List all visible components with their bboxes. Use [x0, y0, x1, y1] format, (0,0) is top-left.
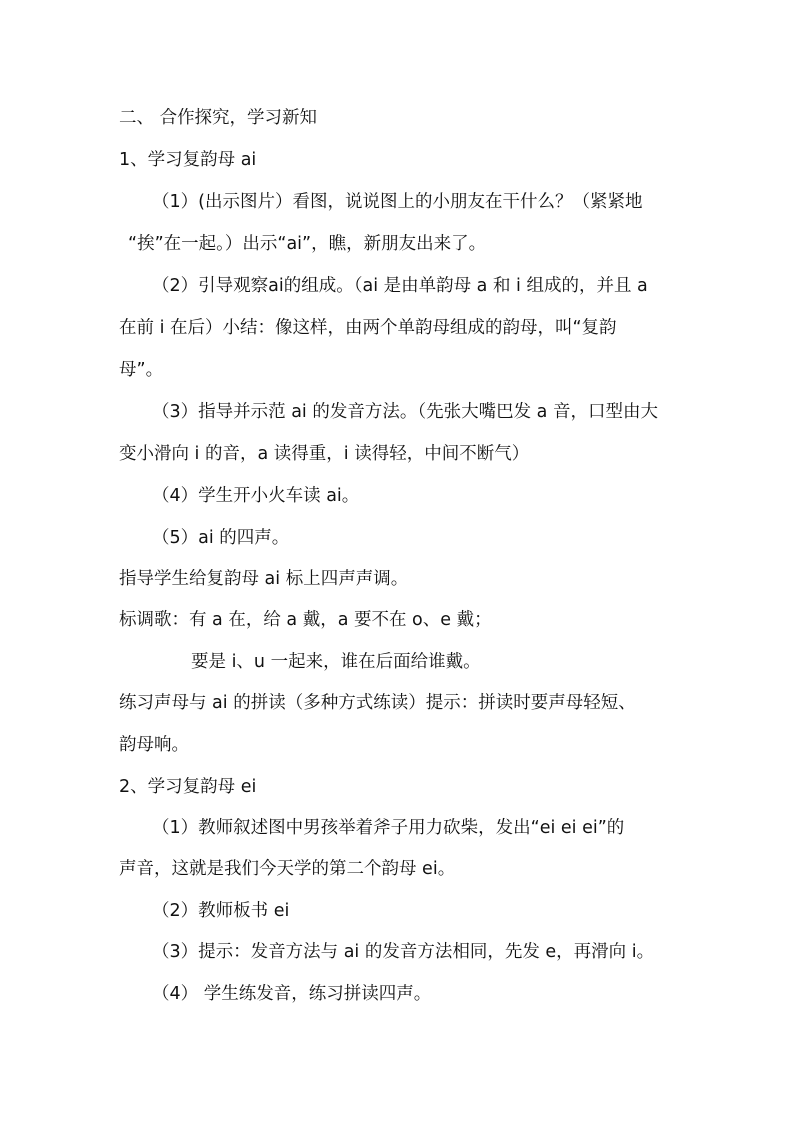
paragraph-line: （4） 学生练发音，练习拼读四声。	[152, 984, 432, 1004]
paragraph-line: （1）教师叙述图中男孩举着斧子用力砍柴，发出“ei ei ei”的	[152, 818, 625, 838]
paragraph-line: （3）提示：发音方法与 ai 的发音方法相同，先发 e，再滑向 i。	[152, 942, 655, 962]
paragraph-line: 练习声母与 ai 的拼读（多种方式练读）提示：拼读时要声母轻短、	[119, 693, 636, 713]
paragraph-line: 变小滑向 i 的音，a 读得重，i 读得轻，中间不断气）	[119, 444, 530, 464]
paragraph-line: （4）学生开小火车读 ai。	[152, 486, 360, 506]
paragraph-line: 韵母响。	[119, 735, 189, 755]
paragraph-line: （2）引导观察ai的组成。（ai 是由单韵母 a 和 i 组成的，并且 a	[152, 276, 648, 296]
paragraph-line: “挨”在一起。）出示“ai”，瞧，新朋友出来了。	[128, 234, 487, 254]
tone-song-line: 要是 i、u 一起来，谁在后面给谁戴。	[191, 652, 481, 672]
subsection-heading-ei: 2、学习复韵母 ei	[119, 777, 257, 797]
subsection-heading-ai: 1、学习复韵母 ai	[119, 150, 257, 170]
paragraph-line: 指导学生给复韵母 ai 标上四声声调。	[119, 569, 409, 589]
paragraph-line: （2）教师板书 ei	[152, 901, 290, 921]
paragraph-line: 声音，这就是我们今天学的第二个韵母 ei。	[119, 859, 456, 879]
section-heading: 二、 合作探究，学习新知	[119, 108, 318, 128]
paragraph-line: 母”。	[119, 360, 164, 380]
paragraph-line: （3）指导并示范 ai 的发音方法。（先张大嘴巴发 a 音，口型由大	[152, 402, 658, 422]
tone-song-line: 标调歌：有 a 在，给 a 戴，a 要不在 o、e 戴；	[119, 610, 492, 630]
paragraph-line: （5）ai 的四声。	[152, 528, 290, 548]
paragraph-line: （1）(出示图片）看图，说说图上的小朋友在干什么？（紧紧地	[152, 192, 643, 212]
paragraph-line: 在前 i 在后）小结：像这样，由两个单韵母组成的韵母，叫“复韵	[119, 318, 617, 338]
